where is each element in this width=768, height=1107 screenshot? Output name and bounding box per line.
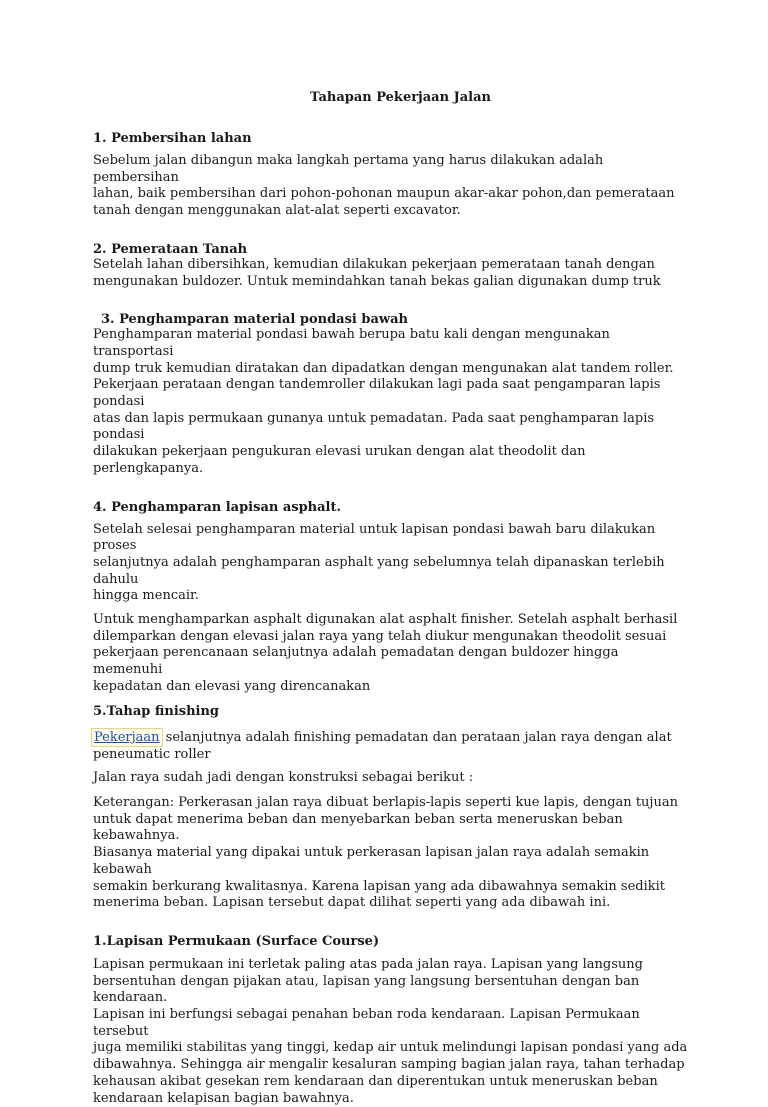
paragraph-line: kendaraan kelapisan bagian bawahnya. [93, 1090, 354, 1106]
paragraph-line: atas dan lapis permukaan gunanya untuk pemadatan. Pada saat penghamparan lapis pondasi [93, 410, 655, 443]
paragraph-line: Setelah selesai penghamparan material untuk lapisan pondasi bawah baru dilakukan proses [93, 521, 656, 554]
paragraph-line: pekerjaan perencanaan selanjutnya adalah pemadatan dengan buldozer hingga memenuhi [93, 645, 619, 678]
paragraph-text: selanjutnya adalah finishing pemadatan dan perataan jalan raya dengan alat [161, 729, 672, 745]
paragraph-line: dibawahnya. Sehingga air mengalir kesaluran samping bagian jalan raya, tahan terhadap [93, 1057, 685, 1073]
section-3-body [93, 327, 688, 477]
paragraph-line: kehausan akibat gesekan rem kendaraan dan diperentukan untuk meneruskan beban [93, 1073, 658, 1089]
section-4-paragraph-2 [93, 612, 688, 696]
paragraph-line: tanah dengan menggunakan alat-alat seperti excavator. [93, 203, 461, 219]
paragraph-line: selanjutnya adalah penghamparan asphalt yang sebelumnya telah dipanaskan terlebih dahulu [93, 554, 665, 587]
pekerjaan-link[interactable]: Pekerjaan [94, 729, 160, 745]
paragraph-line: dilemparkan dengan elevasi jalan raya yang telah diukur mengunakan theodolit sesuai [93, 628, 667, 644]
paragraph-line: Pekerjaan perataan dengan tandemroller dilakukan lagi pada saat pengamparan lapis pondasi [93, 377, 661, 410]
paragraph-line: kepadatan dan elevasi yang direncanakan [93, 678, 371, 694]
section-1-body [93, 153, 688, 220]
section-4-paragraph-1 [93, 522, 688, 606]
section-4-heading: 4. Penghamparan lapisan asphalt. [93, 499, 342, 515]
paragraph-line: dilakukan pekerjaan pengukuran elevasi urukan dengan alat theodolit dan perlengkapanya. [93, 444, 586, 476]
paragraph-line: lahan, baik pembersihan dari pohon-pohonan maupun akar-akar pohon,dan pemerataan [93, 186, 675, 202]
section-5-heading: 5.Tahap finishing [93, 703, 220, 719]
paragraph-line: hingga mencair. [93, 588, 199, 604]
paragraph-line: Penghamparan material pondasi bawah berupa batu kali dengan mengunakan transportasi [93, 327, 610, 359]
paragraph-line: Lapisan permukaan ini terletak paling atas pada jalan raya. Lapisan yang langsung [93, 956, 643, 972]
section-2-body [93, 257, 688, 290]
section-5-paragraph-2: Jalan raya sudah jadi dengan konstruksi sebagai berikut : [93, 770, 474, 786]
paragraph-line: bersentuhan dengan pijakan atau, lapisan yang langsung bersentuhan dengan ban kendaraan. [93, 973, 640, 1006]
document-title: Tahapan Pekerjaan Jalan [310, 90, 491, 105]
paragraph-line: Biasanya material yang dipakai untuk perkerasan lapisan jalan raya adalah semakin kebawah [93, 845, 650, 877]
section-6-heading: 1.Lapisan Permukaan (Surface Course) [93, 933, 380, 949]
paragraph-line: Keterangan: Perkerasan jalan raya dibuat berlapis-lapis seperti kue lapis, dengan tujuan [93, 794, 678, 810]
section-6-body [93, 957, 688, 1107]
paragraph-line: juga memiliki stabilitas yang tinggi, kedap air untuk melindungi lapisan pondasi yang ada [93, 1040, 688, 1056]
paragraph-line: peneumatic roller [93, 746, 211, 762]
paragraph-line: mengunakan buldozer. Untuk memindahkan tanah bekas galian digunakan dump truk [93, 273, 661, 289]
paragraph-line: semakin berkurang kwalitasnya. Karena lapisan yang ada dibawahnya semakin sedikit [93, 878, 666, 894]
paragraph-line: dump truk kemudian diratakan dan dipadatkan dengan mengunakan alat tandem roller. [93, 360, 674, 376]
section-1-heading: 1. Pembersihan lahan [93, 131, 252, 146]
section-3-heading: 3. Penghamparan material pondasi bawah [101, 312, 408, 328]
paragraph-line: Untuk menghamparkan asphalt digunakan alat asphalt finisher. Setelah asphalt berhasil [93, 612, 678, 628]
section-2-heading: 2. Pemerataan Tanah [93, 241, 248, 257]
paragraph-line: untuk dapat menerima beban dan menyebarkan beban serta meneruskan beban kebawahnya. [93, 811, 623, 844]
paragraph-line [93, 729, 688, 747]
section-5-paragraph-1 [93, 729, 688, 764]
paragraph-line: Setelah lahan dibersihkan, kemudian dilakukan pekerjaan pemerataan tanah dengan [93, 256, 655, 272]
paragraph-line: menerima beban. Lapisan tersebut dapat dilihat seperti yang ada dibawah ini. [93, 895, 611, 911]
paragraph-line: Lapisan ini berfungsi sebagai penahan beban roda kendaraan. Lapisan Permukaan tersebut [93, 1007, 640, 1039]
section-5-paragraph-3 [93, 795, 688, 912]
paragraph-line: Sebelum jalan dibangun maka langkah pertama yang harus dilakukan adalah pembersihan [93, 153, 604, 185]
